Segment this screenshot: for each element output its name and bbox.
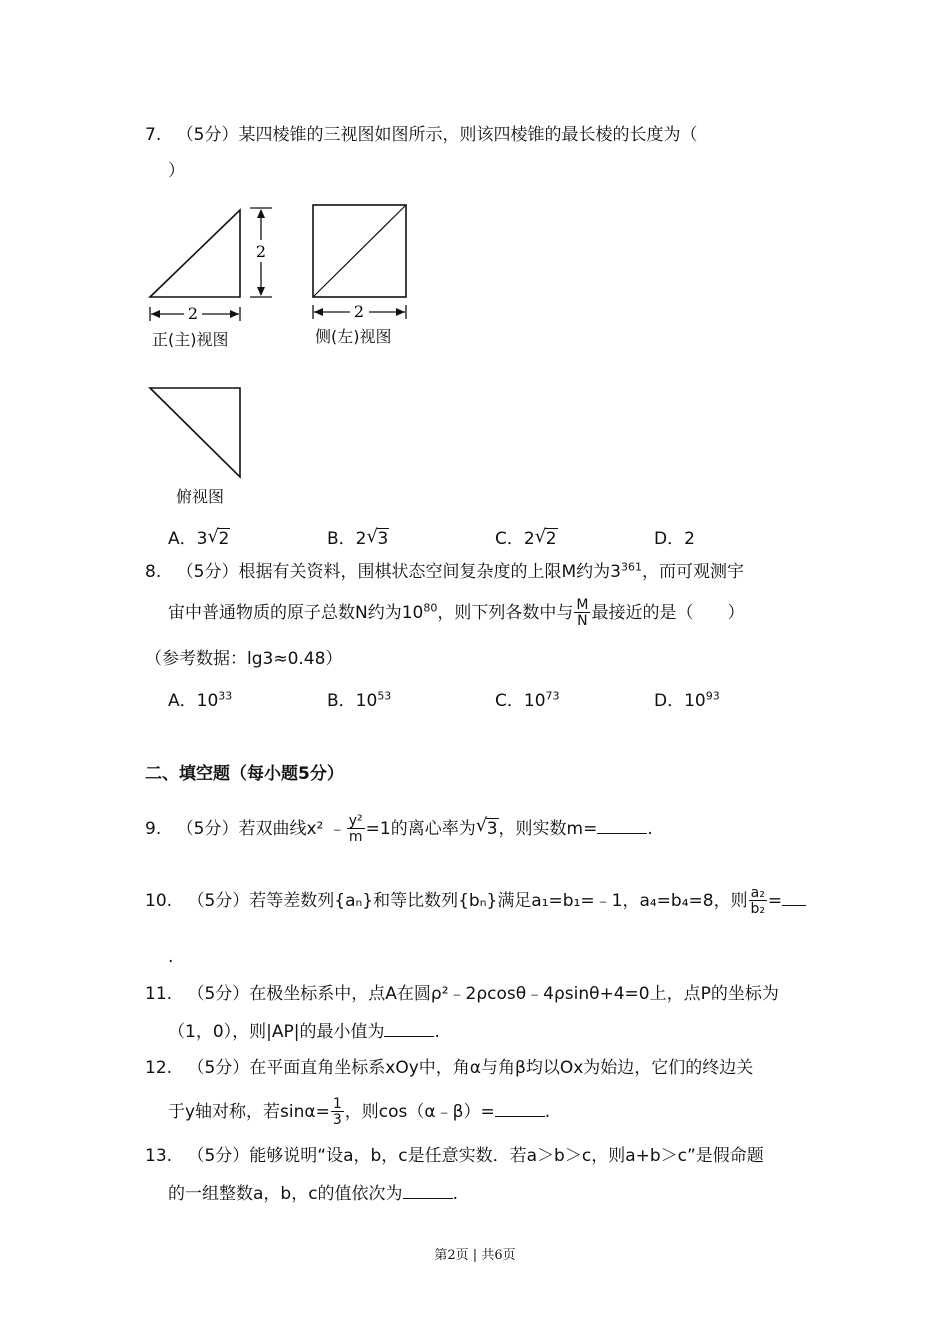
q8-line2-text: 宙中普通物质的原子总数N约为10 — [168, 603, 424, 623]
height-arrow-down — [257, 287, 265, 296]
q8-option-d-exp: 93 — [705, 689, 720, 703]
q11-answer-blank[interactable] — [384, 1020, 434, 1037]
q8-number: 8. — [145, 562, 162, 582]
q12-line2 — [168, 1097, 550, 1127]
q8-fraction — [574, 598, 590, 628]
q7-line1 — [145, 124, 697, 146]
q7-option-c — [495, 524, 558, 549]
q11-points: （5分） — [187, 984, 250, 1004]
q13-line1 — [145, 1145, 764, 1167]
q11-line2-pre: （1，0），则 — [168, 1022, 267, 1042]
q12-line1-text: 在平面直角坐标系xOy中，角α与角β均以Ox为始边，它们的终边关 — [249, 1058, 754, 1078]
q12-line2-pre: 于y轴对称，若sinα= — [168, 1102, 330, 1122]
side-view-caption: 侧(左)视图 — [315, 327, 392, 346]
q12-line1 — [145, 1057, 753, 1079]
q12-fraction-num: 1 — [332, 1096, 342, 1112]
q9-pre: 若双曲线x² ﹣ — [238, 819, 346, 839]
front-width-label: 2 — [187, 304, 199, 323]
q7-option-c-radicand: 2 — [545, 529, 557, 549]
q8-option-c-exp: 73 — [545, 689, 560, 703]
q7-stem: 某四棱锥的三视图如图所示，则该四棱锥的最长棱的长度为（ — [238, 125, 698, 145]
q8-line2 — [168, 598, 744, 628]
height-arrow-up — [257, 209, 265, 218]
q13-answer-blank[interactable] — [403, 1182, 453, 1199]
q9-end: . — [647, 819, 653, 839]
q7-close: ） — [168, 161, 185, 181]
q12-fraction — [331, 1097, 344, 1127]
q9-radicand: 3 — [486, 819, 498, 839]
q13-number: 13. — [145, 1146, 173, 1166]
q7-option-c-coef: 2 — [523, 529, 535, 549]
q8-line2-mid: ，则下列各数中与 — [437, 603, 574, 623]
q12-line2-tail: ，则cos（α﹣β）= — [344, 1102, 495, 1122]
q8-line1 — [145, 561, 744, 583]
q8-option-d — [654, 686, 720, 711]
q10-fraction — [749, 886, 767, 916]
q7-option-a-radicand: 2 — [218, 529, 230, 549]
q13-points: （5分） — [187, 1146, 250, 1166]
side-width-arrow-right — [396, 308, 405, 316]
side-view-diagonal — [313, 205, 406, 297]
q8-line2-tail: 最接近的是（ ） — [591, 603, 745, 623]
side-width-arrow-left — [314, 308, 323, 316]
q12-points: （5分） — [187, 1058, 250, 1078]
q11-line1-text: 在极坐标系中，点A在圆ρ²﹣2ρcosθ﹣4ρsinθ+4=0上，点P的坐标为 — [249, 984, 779, 1004]
q8-option-a-base: 10 — [196, 691, 219, 711]
front-width-arrow-right — [230, 310, 239, 318]
sqrt-symbol: √ 2 — [534, 526, 557, 549]
q7-points: （5分） — [176, 125, 239, 145]
q9-fraction — [347, 814, 365, 844]
q7-option-a-label: A． — [168, 529, 197, 549]
q8-points: （5分） — [176, 562, 239, 582]
q7-option-d — [654, 524, 695, 549]
sqrt-symbol: √ 3 — [475, 815, 498, 839]
q12-number: 12. — [145, 1058, 173, 1078]
q12-end: . — [544, 1102, 551, 1122]
q11-number: 11. — [145, 984, 173, 1004]
q10-line — [145, 886, 806, 916]
q13-line1-text: 能够说明“设a，b，c是任意实数．若a＞b＞c，则a+b＞c”是假命题 — [249, 1146, 764, 1166]
q10-seq-b: {bₙ} — [458, 891, 498, 911]
q8-option-d-label: D． — [654, 691, 685, 711]
q10-answer-blank[interactable] — [782, 889, 806, 906]
q9-fraction-den: m — [348, 829, 363, 845]
q9-fraction-num: y² — [348, 813, 363, 829]
q11-end: . — [434, 1022, 440, 1042]
q10-cond: 满足a₁=b₁=﹣1，a₄=b₄=8，则 — [497, 891, 748, 911]
q11-line2 — [168, 1020, 440, 1043]
page-footer: 第2页 | 共6页 — [434, 1248, 516, 1263]
q7-option-b-radicand: 3 — [377, 529, 389, 549]
q13-line2 — [168, 1182, 458, 1205]
q8-fraction-den: N — [577, 613, 588, 629]
q12-answer-blank[interactable] — [495, 1100, 545, 1117]
q9-tail: ，则实数m= — [498, 819, 598, 839]
q7-option-b — [327, 524, 389, 549]
q8-line1-exp: 361 — [620, 560, 642, 574]
q11-abs: |AP| — [266, 1022, 300, 1042]
q8-line2-exp: 80 — [423, 601, 438, 615]
front-width-arrow-left — [151, 310, 160, 318]
q8-line1-text: 根据有关资料，围棋状态空间复杂度的上限M约为3 — [238, 562, 621, 582]
q10-and: 和等比数列 — [373, 891, 459, 911]
q8-option-a-exp: 33 — [218, 689, 233, 703]
q7-option-b-coef: 2 — [355, 529, 367, 549]
q8-option-b-exp: 53 — [377, 689, 392, 703]
q10-pre: 若等差数列 — [249, 891, 335, 911]
q7-number: 7. — [145, 125, 162, 145]
three-view-figure — [140, 195, 430, 515]
q11-line1 — [145, 983, 779, 1005]
q7-option-a — [168, 524, 230, 549]
q10-fraction-num: a₂ — [750, 885, 765, 901]
q8-option-b-label: B． — [327, 691, 356, 711]
q12-fraction-den: 3 — [332, 1112, 342, 1128]
q9-mid: =1的离心率为 — [365, 819, 476, 839]
q9-points: （5分） — [176, 819, 239, 839]
front-view-caption: 正(主)视图 — [152, 330, 229, 349]
q9-number: 9. — [145, 819, 162, 839]
q10-number: 10. — [145, 891, 173, 911]
q11-line2-tail: 的最小值为 — [299, 1022, 385, 1042]
q8-option-b — [327, 686, 391, 711]
q7-option-d-label: D． — [654, 529, 685, 549]
front-view-triangle — [150, 210, 240, 297]
q8-option-c-base: 10 — [523, 691, 546, 711]
q8-option-a — [168, 686, 232, 711]
section-title: 二、填空题（每小题5分） — [145, 764, 344, 784]
side-width-label: 2 — [353, 302, 365, 321]
q8-ref: （参考数据：lg3≈0.48） — [145, 649, 343, 669]
q7-option-b-label: B． — [327, 529, 356, 549]
q7-option-a-coef: 3 — [196, 529, 208, 549]
q10-eq: = — [767, 891, 783, 911]
q9-answer-blank[interactable] — [597, 817, 647, 834]
q8-option-c — [495, 686, 560, 711]
q13-line2-text: 的一组整数a，b，c的值依次为 — [168, 1184, 403, 1204]
q10-seq-a: {aₙ} — [334, 891, 374, 911]
top-view-caption: 俯视图 — [176, 487, 225, 506]
q8-option-a-label: A． — [168, 691, 197, 711]
q7-option-c-label: C． — [495, 529, 524, 549]
q10-end: . — [168, 947, 174, 967]
q8-option-c-label: C． — [495, 691, 524, 711]
q8-fraction-num: M — [576, 597, 589, 613]
sqrt-symbol: √ 2 — [207, 526, 230, 549]
q13-end: . — [452, 1184, 458, 1204]
q7-option-d-value: 2 — [684, 529, 695, 549]
q8-option-d-base: 10 — [684, 691, 706, 711]
q8-line1-tail: ，而可观测宇 — [641, 562, 744, 582]
q8-option-b-base: 10 — [355, 691, 378, 711]
height-dim-label: 2 — [255, 242, 267, 261]
q9-line — [145, 814, 653, 844]
sqrt-symbol: √ 3 — [366, 526, 389, 549]
top-view-triangle — [150, 388, 240, 477]
q10-fraction-den: b₂ — [750, 901, 765, 917]
q10-points: （5分） — [187, 891, 250, 911]
